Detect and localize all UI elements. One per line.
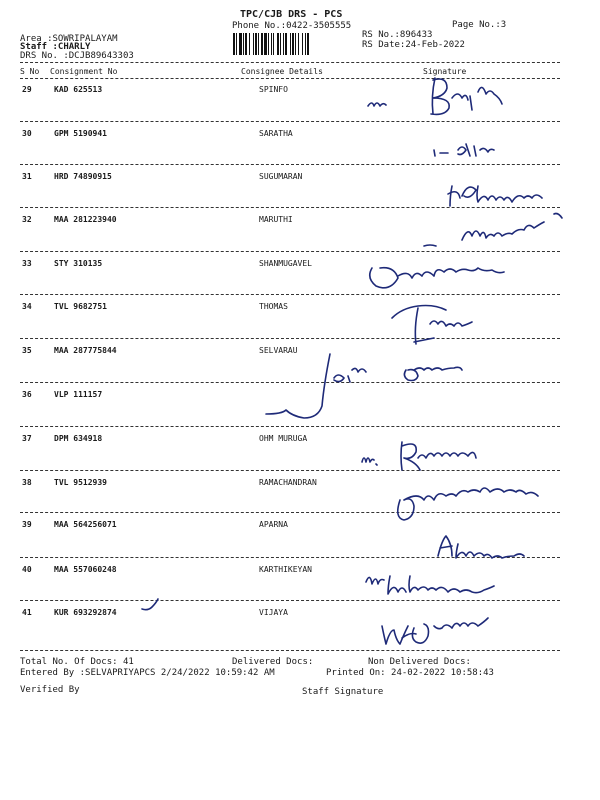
phone-number: Phone No.:0422-3505555 (232, 21, 352, 31)
consignee-name: VIJAYA (259, 608, 288, 617)
row-divider (20, 600, 560, 601)
consignment-number: KAD 625513 (54, 85, 103, 94)
table-row (0, 608, 600, 652)
row-divider (20, 382, 560, 383)
row-divider (20, 251, 560, 252)
consignee-name: SARATHA (259, 129, 293, 138)
divider (20, 78, 560, 79)
consignment-number: MAA 557060248 (54, 565, 117, 574)
delivered-docs: Delivered Docs: (232, 657, 314, 667)
table-row (0, 346, 600, 390)
page-number: Page No.:3 (452, 20, 507, 30)
row-divider (20, 121, 560, 122)
verified-by: Verified By (20, 685, 80, 695)
row-divider (20, 207, 560, 208)
consignment-number: KUR 693292874 (54, 608, 117, 617)
consignee-name: APARNA (259, 520, 288, 529)
serial-number: 34 (22, 302, 32, 311)
row-divider (20, 557, 560, 558)
sheet-title: TPC/CJB DRS - PCS (240, 9, 343, 20)
rs-date: RS Date:24-Feb-2022 (362, 40, 465, 50)
consignment-number: MAA 281223940 (54, 215, 117, 224)
serial-number: 30 (22, 129, 32, 138)
area-label: Area :SOWRIPALAYAM (20, 34, 118, 44)
barcode (232, 33, 354, 55)
row-divider (20, 294, 560, 295)
consignment-number: MAA 564256071 (54, 520, 117, 529)
table-row (0, 434, 600, 478)
consignment-number: HRD 74890915 (54, 172, 112, 181)
serial-number: 36 (22, 390, 32, 399)
consignment-number: VLP 111157 (54, 390, 103, 399)
column-header-consignment: Consignment No (50, 67, 118, 76)
consignee-name: RAMACHANDRAN (259, 478, 317, 487)
consignment-number: STY 310135 (54, 259, 103, 268)
serial-number: 41 (22, 608, 32, 617)
consignee-name: SPINFO (259, 85, 288, 94)
row-divider (20, 470, 560, 471)
rs-number: RS No.:896433 (362, 30, 433, 40)
table-row (0, 215, 600, 259)
entered-by: Entered By :SELVAPRIYAPCS 2/24/2022 10:59:42 AM (20, 668, 275, 678)
staff-label: Staff :CHARLY (20, 42, 91, 52)
consignment-number: MAA 287775844 (54, 346, 117, 355)
table-row (0, 85, 600, 129)
row-divider (20, 512, 560, 513)
row-divider (20, 164, 560, 165)
serial-number: 33 (22, 259, 32, 268)
consignment-number: TVL 9512939 (54, 478, 107, 487)
serial-number: 37 (22, 434, 32, 443)
consignee-name: SUGUMARAN (259, 172, 303, 181)
consignment-number: DPM 634918 (54, 434, 103, 443)
consignment-number: GPM 5190941 (54, 129, 107, 138)
serial-number: 39 (22, 520, 32, 529)
consignment-number: TVL 9682751 (54, 302, 107, 311)
consignee-name: OHM MURUGA (259, 434, 308, 443)
divider (20, 62, 560, 63)
column-header-sno: S No (20, 67, 40, 76)
non-delivered-docs: Non Delivered Docs: (368, 657, 471, 667)
table-row (0, 302, 600, 346)
serial-number: 31 (22, 172, 32, 181)
consignee-name: SELVARAU (259, 346, 298, 355)
serial-number: 29 (22, 85, 32, 94)
drs-number: DRS No. :DCJB89643303 (20, 51, 134, 61)
table-row (0, 390, 600, 434)
total-docs: Total No. Of Docs: 41 (20, 657, 134, 667)
column-header-signature: Signature (423, 67, 467, 76)
table-row (0, 259, 600, 303)
consignee-name: KARTHIKEYAN (259, 565, 312, 574)
divider (20, 650, 560, 651)
table-row (0, 172, 600, 216)
table-row (0, 129, 600, 173)
row-divider (20, 338, 560, 339)
serial-number: 38 (22, 478, 32, 487)
printed-on: Printed On: 24-02-2022 10:58:43 (326, 668, 494, 678)
consignee-name: SHANMUGAVEL (259, 259, 312, 268)
consignee-name: MARUTHI (259, 215, 293, 224)
table-row (0, 478, 600, 522)
column-header-consignee: Consignee Details (241, 67, 323, 76)
row-divider (20, 426, 560, 427)
table-row (0, 565, 600, 609)
consignee-name: THOMAS (259, 302, 288, 311)
serial-number: 35 (22, 346, 32, 355)
serial-number: 40 (22, 565, 32, 574)
staff-signature: Staff Signature (302, 687, 384, 697)
serial-number: 32 (22, 215, 32, 224)
